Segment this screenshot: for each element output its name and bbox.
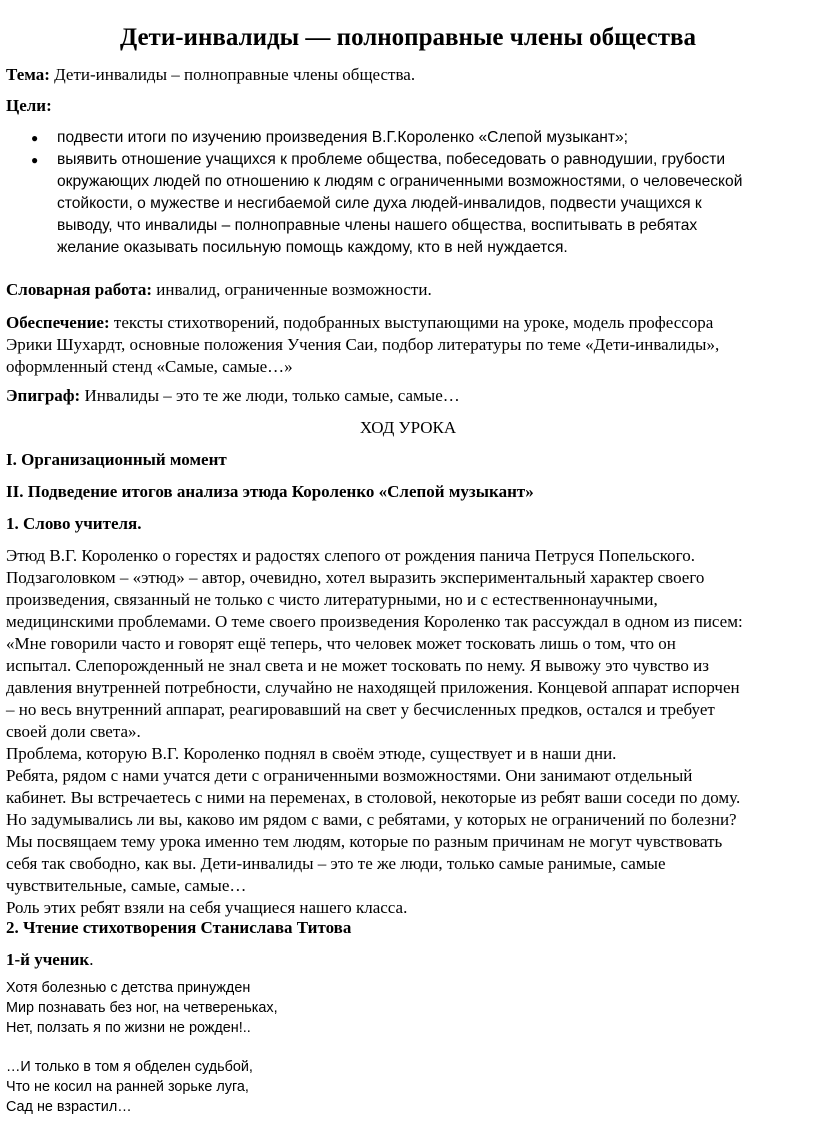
epigraph-line (6, 385, 460, 407)
text-line: Мы посвящаем тему урока именно тем людям, которые по разным причинам не могут чувствовать (6, 832, 723, 851)
goal-item (0, 127, 816, 149)
teacher-paragraph (6, 545, 814, 919)
text-line: кабинет. Вы встречаетесь с ними на переменах, в столовой, некоторые из ребят ваши соседи по дому. (6, 788, 741, 807)
goal-line: выявить отношение учащихся к проблеме общества, побеседовать о равнодушии, грубости (57, 151, 726, 168)
section-heading: I. Организационный момент (6, 450, 227, 469)
poem-line: Нет, ползать я по жизни не рожден!.. (6, 1020, 251, 1036)
goal-line: подвести итоги по изучению произведения В.Г.Короленко «Слепой музыкант»; (57, 129, 629, 146)
poem-line: Хотя болезнью с детства принужден (6, 980, 251, 996)
goal-line: окружающих людей по отношению к людям с ограниченными возможностями, о человеческой (57, 173, 743, 190)
goal-line: выводу, что инвалиды – полноправные члены нашего общества, воспитывать в ребятах (57, 217, 698, 234)
topic-line (6, 64, 415, 86)
goals-list (0, 127, 816, 259)
topic-label: Тема: (6, 65, 50, 84)
poem-stanza (6, 978, 278, 1038)
document-title: Дети-инвалиды — полноправные члены общества (119, 24, 697, 51)
text-line: Проблема, которую В.Г. Короленко поднял в своём этюде, существует и в наши дни. (6, 744, 617, 763)
goal-line: стойкости, о мужестве и несгибаемой силе духа людей-инвалидов, подвести учащихся к (57, 195, 702, 212)
subsection-heading: 1. Слово учителя. (6, 514, 142, 533)
text-line: Подзаголовком – «этюд» – автор, очевидно, хотел выразить экспериментальный характер своего (6, 568, 705, 587)
provision-text: оформленный стенд «Самые, самые…» (6, 357, 293, 376)
text-line: Но задумывались ли вы, каково им рядом с вами, с ребятами, у которых не ограничений по болезни? (6, 810, 737, 829)
bullet-icon: ● (31, 153, 39, 167)
section-heading: II. Подведение итогов анализа этюда Короленко «Слепой музыкант» (6, 482, 534, 501)
epigraph-label: Эпиграф: (6, 386, 81, 405)
text-line: давления внутренней потребности, случайно не находящей приложения. Концевой аппарат испорчен (6, 678, 740, 697)
poem-line: Мир познавать без ног, на четвереньках, (6, 1000, 278, 1016)
goals-label: Цели: (6, 96, 52, 115)
text-line: произведения, связанный не только с чисто литературными, но и с естественнонаучными, (6, 590, 658, 609)
poem-line: …И только в том я обделен судьбой, (6, 1059, 253, 1075)
text-line: Ребята, рядом с нами учатся дети с ограниченными возможностями. Они занимают отдельный (6, 766, 693, 785)
text-line: себя так свободно, как вы. Дети-инвалиды – это те же люди, только самые ранимые, самые (6, 854, 666, 873)
epigraph-text: Инвалиды – это те же люди, только самые, самые… (80, 386, 460, 405)
provision-paragraph (6, 312, 814, 378)
poem-line: Сад не взрастил… (6, 1099, 132, 1115)
subsection-heading: 2. Чтение стихотворения Станислава Титова (6, 918, 352, 937)
text-line: своей доли света». (6, 722, 141, 741)
vocabulary-label: Словарная работа: (6, 280, 152, 299)
text-line: – но весь внутренний аппарат, реагировавший на свет у бесчисленных предков, остался и требует (6, 700, 715, 719)
text-line: Этюд В.Г. Короленко о горестях и радостях слепого от рождения панича Петруся Попельского. (6, 546, 695, 565)
bullet-icon: ● (31, 131, 39, 145)
poem-line: Что не косил на ранней зорьке луга, (6, 1079, 249, 1095)
provision-text: тексты стихотворений, подобранных выступающими на уроке, модель профессора (109, 313, 714, 332)
provision-text: Эрики Шухардт, основные положения Учения Саи, подбор литературы по теме «Дети-инвалиды», (6, 335, 720, 354)
text-line: Роль этих ребят взяли на себя учащиеся нашего класса. (6, 898, 408, 917)
student-label: 1-й ученик (6, 950, 90, 969)
goal-line: желание оказывать посильную помощь каждому, кто в ней нуждается. (57, 239, 568, 256)
text-line: испытал. Слепорожденный не знал света и не может тосковать по нему. Я вывожу это чувство из (6, 656, 709, 675)
vocabulary-line (6, 279, 432, 301)
provision-label: Обеспечение: (6, 313, 110, 332)
vocabulary-text: инвалид, ограниченные возможности. (152, 280, 432, 299)
poem-stanza (6, 1057, 253, 1117)
student-label-line: 1-й ученик. (6, 950, 94, 969)
goal-item (0, 149, 816, 259)
text-line: медицинскими проблемами. О теме своего произведения Короленко так рассуждал в одном из писем: (6, 612, 743, 631)
topic-text: Дети-инвалиды – полноправные члены общества. (49, 65, 416, 84)
lesson-heading: ХОД УРОКА (359, 418, 457, 437)
text-line: чувствительные, самые, самые… (6, 876, 247, 895)
text-line: «Мне говорили часто и говорят ещё теперь, что человек может тосковать лишь о том, что он (6, 634, 676, 653)
